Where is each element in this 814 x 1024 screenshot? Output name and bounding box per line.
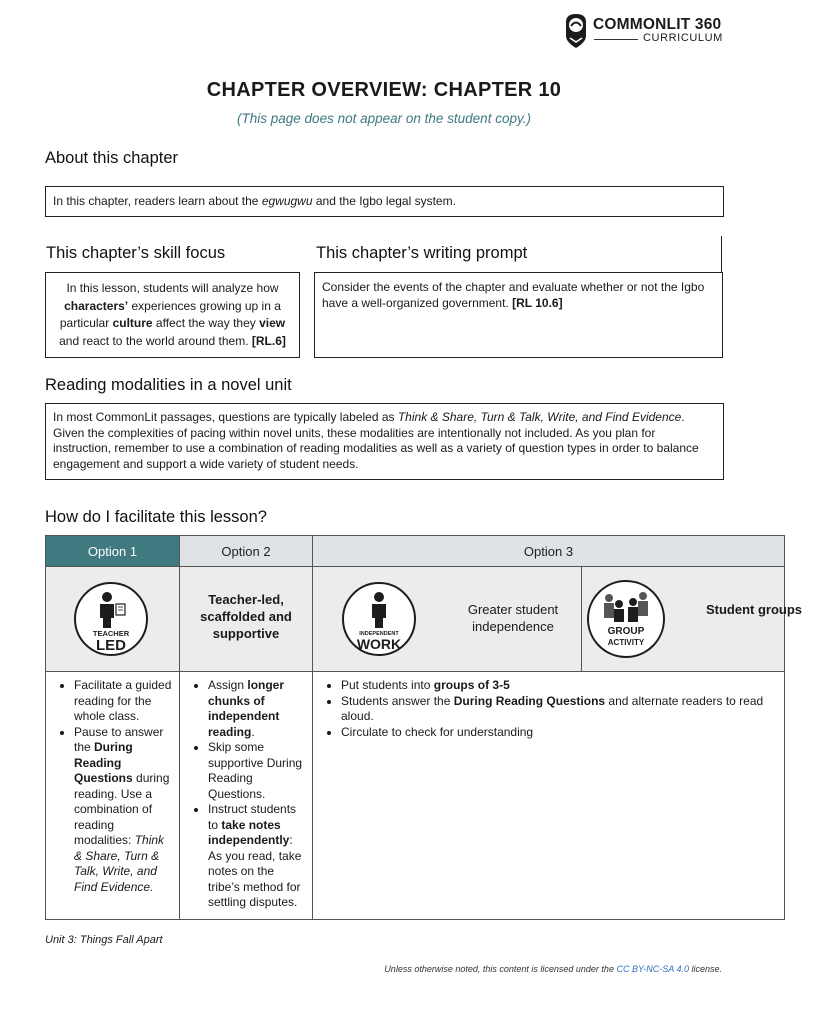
- option3b-description: Student groups: [705, 602, 803, 617]
- icon1-bottom-label: LED: [96, 637, 126, 654]
- license-text-pre: Unless otherwise noted, this content is licensed under the: [384, 964, 617, 974]
- option3a-icon-cell: [312, 566, 582, 672]
- option1-item1-text: Facilitate a guided reading for the whole class.: [74, 678, 172, 723]
- list-item: [341, 678, 780, 694]
- facilitation-table: [45, 535, 803, 920]
- footer-license: [0, 964, 722, 974]
- group-figures-icon: [589, 582, 663, 656]
- option3-list: [313, 678, 780, 740]
- prompt-text: Consider the events of the chapter and evaluate whether or not the Igbo have a well-organized government.: [322, 280, 705, 310]
- list-item: [74, 678, 173, 725]
- option1-item2-post: during reading. Use a combination of reading modalities:: [74, 771, 170, 847]
- teacher-figure-icon: [76, 584, 146, 654]
- option2-icon-cell: [179, 566, 313, 672]
- about-box: [45, 186, 724, 217]
- skill-box: [45, 272, 300, 358]
- option3-item3-text: Circulate to check for understanding: [341, 724, 534, 739]
- commonlit-logo: [562, 12, 732, 52]
- independent-work-icon: [342, 582, 416, 656]
- list-item: [341, 725, 780, 741]
- modalities-box: [45, 403, 724, 480]
- skill-text-1: In this lesson, students will analyze how: [66, 281, 279, 295]
- option3-header: Option 3: [312, 535, 785, 567]
- page-subtitle: (This page does not appear on the student copy.): [237, 111, 531, 126]
- option3-item2-pre: Students answer the: [341, 693, 454, 708]
- logo-divider: [594, 39, 638, 40]
- skill-bold-2: culture: [112, 316, 153, 330]
- option3-item2-post: and alternate readers to read aloud.: [341, 693, 764, 723]
- icon3a-bottom-label: WORK: [356, 636, 402, 652]
- list-item: [208, 740, 308, 802]
- list-item: [341, 694, 780, 725]
- option2-item1-post: .: [251, 724, 255, 739]
- page-title: CHAPTER OVERVIEW: CHAPTER 10: [206, 79, 562, 101]
- footer-unit: Unit 3: Things Fall Apart: [45, 934, 163, 946]
- prompt-box: [314, 272, 723, 358]
- option2-item3-pre: Instruct students to: [208, 802, 297, 832]
- list-item: [208, 802, 308, 911]
- option2-item3-post: : As you read, take notes on the tribe’s method for settling disputes.: [208, 833, 302, 909]
- option2-item2-text: Skip some supportive During Reading Questions.: [208, 740, 303, 801]
- icon3a-top-label: INDEPENDENT: [359, 631, 399, 637]
- facilitate-heading: How do I facilitate this lesson?: [45, 508, 267, 526]
- option2-header: Option 2: [179, 535, 313, 567]
- option1-item2-pre: Pause to answer the: [74, 724, 164, 754]
- about-text-em: egwugwu: [261, 194, 313, 208]
- option3-body: [312, 671, 785, 920]
- skill-standard: [RL.6]: [251, 333, 286, 348]
- modalities-text-1: In most CommonLit passages, questions are typically labeled as: [53, 410, 398, 424]
- option1-body: [45, 671, 180, 920]
- option3b-icon-cell: [581, 566, 803, 672]
- logo-subtitle: CURRICULUM: [643, 32, 723, 44]
- icon1-top-label: TEACHER: [92, 629, 130, 638]
- option2-body: [179, 671, 313, 920]
- list-item: [208, 678, 308, 740]
- skill-text-2: experiences growing up in a particular: [59, 298, 281, 330]
- about-text-pre: In this chapter, readers learn about the: [53, 194, 262, 208]
- logo-brand: COMMONLIT 360: [593, 16, 722, 33]
- license-link[interactable]: CC BY-NC-SA 4.0: [616, 964, 689, 974]
- commonlit-emblem-icon: [562, 12, 590, 50]
- option3a-description: Greater student independence: [467, 602, 559, 634]
- option3-item2-bold: During Reading Questions: [453, 693, 606, 708]
- skill-text-3: affect the way they: [152, 316, 260, 330]
- group-activity-icon: [587, 580, 665, 658]
- prompt-heading: This chapter’s writing prompt: [316, 244, 528, 262]
- option2-item1-bold: longer chunks of independent reading: [208, 678, 285, 739]
- option1-header: Option 1: [45, 535, 180, 567]
- option2-item1-pre: Assign: [208, 678, 248, 692]
- skill-heading: This chapter’s skill focus: [46, 244, 226, 262]
- prompt-standard: [RL 10.6]: [512, 296, 563, 310]
- modalities-em: Think & Share, Turn & Talk, Write, and Find Evidence: [397, 410, 682, 424]
- option2-list: [180, 678, 308, 911]
- teacher-led-icon: [74, 582, 148, 656]
- about-text-post: and the Igbo legal system.: [312, 194, 456, 208]
- option2-item3-bold: take notes independently: [208, 817, 290, 847]
- license-text-post: license.: [688, 964, 722, 974]
- option3-item1-bold: groups of 3-5: [433, 678, 510, 692]
- icon3b-top-label: GROUP: [607, 626, 645, 637]
- skill-bold-3: view: [259, 316, 286, 330]
- option1-item2-bold: During Reading Questions: [74, 740, 133, 785]
- modalities-text-2: . Given the complexities of pacing within novel units, these modalities are intentionally not included. As you plan for instruction, remember to use a combination of reading modalities as well as a variety of question types in order to balance engagement and support a wide variety of student needs.: [53, 410, 699, 471]
- option1-item2-em: Think & Share, Turn & Talk, Write, and Find Evidence.: [74, 833, 165, 894]
- option1-list: [46, 678, 173, 895]
- skill-bold-1: characters’: [64, 298, 129, 313]
- prompt-heading-rule: [721, 236, 722, 272]
- student-figure-icon: [344, 584, 414, 654]
- icon3b-bottom-label: ACTIVITY: [607, 638, 645, 647]
- option3-item1-pre: Put students into: [341, 678, 434, 692]
- modalities-heading: Reading modalities in a novel unit: [45, 376, 292, 394]
- about-heading: About this chapter: [45, 149, 178, 167]
- option1-icon-cell: [45, 566, 180, 672]
- list-item: [74, 725, 173, 896]
- option2-description: Teacher-led, scaffolded and supportive: [200, 592, 292, 641]
- skill-text-4: and react to the world around them.: [59, 333, 252, 348]
